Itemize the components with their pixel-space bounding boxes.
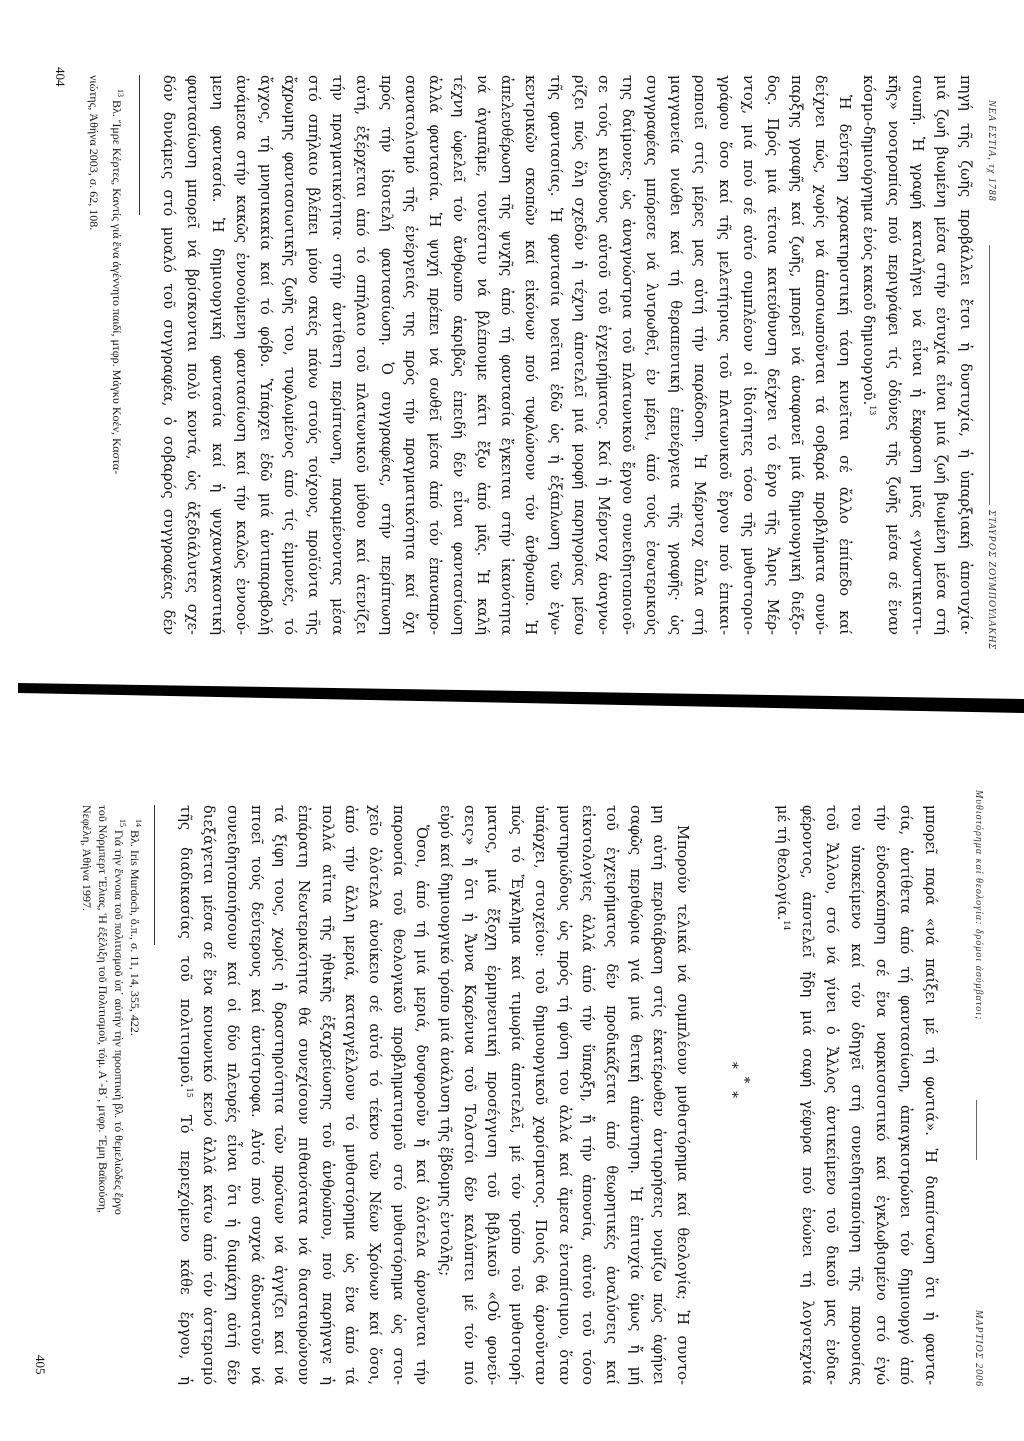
line-text: σεις» ἤ ὅτι ἡ Ἄννα Καρένινα τοῦ Τολστόι δέν καλύπτει μέ τόν πιό	[460, 805, 478, 1385]
text-line	[277, 75, 301, 635]
text-line	[325, 75, 349, 635]
text-line	[647, 805, 671, 1385]
text-line	[518, 75, 542, 635]
text-line	[599, 805, 623, 1385]
footnote-line	[95, 805, 111, 1215]
text-line	[197, 805, 221, 1385]
line-text: της δαίμονες· ὡς ἀναγνώστρια τοῦ πλατωνικοῦ ἔργου συνειδητοποιοῦ-	[619, 75, 637, 635]
line-text: δόν δυνάμεις στό μυαλό τοῦ συγγραφέα, ὁ σοβαρός συγγραφέας δέν	[160, 75, 178, 635]
line-text: Τό περιεχόμενο κάθε ἔργου, ἡ	[176, 1097, 194, 1385]
text-line	[819, 805, 844, 1385]
running-header-date: ΜΑΡΤΙΟΣ 2006	[973, 1310, 984, 1388]
line-text: Μπορούν τελικά νά συμπλέουν μυθιστόρημα καί θεολογία; Ἡ συντο-	[674, 825, 691, 1385]
running-header-title: Μυθιστόρημα καί θεολογία: δρόμοι ἀσύμβατοι;	[973, 790, 984, 1021]
text-line	[422, 75, 446, 635]
footnote-line	[111, 805, 127, 1215]
asterisk: *	[736, 1076, 752, 1084]
text-line	[470, 75, 494, 635]
line-text: αὐτή, ἐξέρχεται ἀπό τό σπήλαιο τοῦ πλατωνικοῦ μύθου καί ἀτενίζει	[353, 75, 371, 635]
footnote-text: νιώτης, Ἀθήνα 2003, σ. 62, 108.	[87, 75, 101, 231]
text-line	[794, 805, 819, 1385]
text-line	[567, 75, 591, 635]
line-text: ὑπάρχει, στοιχείου: τοῦ δημιουργικοῦ χαρίσματος. Ποιός θά ἀρνοῦνταν	[531, 805, 549, 1385]
line-text: ρίζει πώς ὅλη σχεδόν ἡ τέχνη ἀποτελεῖ μιά μορφή παρηγορίας μέσω	[570, 75, 588, 635]
line-text: χεῖο ὁλότελα ἀνοίκειο σέ αὐτό τό τέκνο τῶν Νέων Χρόνων καί ὅσοι,	[366, 805, 384, 1385]
footnote-reference[interactable]: 15	[184, 1087, 194, 1098]
line-text: εἰκοτολογίες ἀλλά ἀπό τήν ὕπαρξη, ἤ τήν ἀπουσία, αὐτοῦ τοῦ τόσο	[579, 805, 597, 1385]
line-text: Ἡ δεύτερη χαρακτηριστική τάση κινεῖται σέ ἄλλο ἐπίπεδο καί	[836, 95, 854, 635]
footnotes	[79, 805, 143, 1215]
line-text: μαγγανεία νιώθει καί τή θεραπευτική ἐπενέργεια τῆς γραφῆς· ὡς	[667, 75, 685, 635]
text-line	[687, 75, 711, 635]
text-line	[349, 75, 373, 635]
header-rule	[976, 1100, 977, 1160]
text-line	[623, 805, 647, 1385]
line-text: δος. Πρός μιά τέτοια κατεύθυνση δείχνει τό ἔργο τῆς Ἄιρις Μέρ-	[763, 75, 781, 635]
footnote-text: Βλ. Ἴμρε Κέρτες, Καντίς γιά ἕνα ἀγέννητο παιδί, μτφρ. Μάγκυ Κοέν, Καστα-	[110, 100, 124, 475]
footnote-line	[127, 805, 143, 1215]
line-text: του ὑποκείμενο καί τόν ὁδηγεῖ στή συνειδητοποίηση τῆς παρουσίας	[847, 805, 865, 1385]
text-line	[505, 805, 529, 1385]
footnote-rule	[154, 805, 155, 945]
line-text: μπορεῖ παρά «νά παίξει μέ τή φωτιά». Ἡ διαπίστωση ὅτι ἡ φαντα-	[922, 805, 939, 1385]
line-text: ἄγχος, τή μνησικακία καί τό φόβο. Ὑπάρχει ἐδῶ μιά ἀντιπαραβολή	[256, 75, 274, 635]
section-break-asterisks	[726, 770, 750, 1390]
text-line	[373, 75, 397, 635]
footnote-text: Γιά τήν ἔννοια τοῦ πολιτισμοῦ ὑπ᾽ αὐτήν τήν προοπτική βλ. τό θεμελιῶδες ἔργο	[112, 830, 126, 1215]
text-line	[457, 805, 481, 1385]
line-text: συγγραφέας μπόρεσε νά λυτρωθεῖ, ἐν μέρει, ἀπό τούς ἐσωτερικούς	[643, 75, 661, 635]
line-text: ἀλλά φαντασία. Ἡ ψυχή πρέπει νά σωθεῖ μέσα ἀπό τόν ἐπαναπρο-	[425, 75, 443, 635]
line-text: μέ τή θεολογία.	[773, 805, 791, 921]
text-line	[670, 805, 694, 1385]
page-405	[33, 770, 1000, 1390]
text-line	[180, 75, 204, 635]
page-number: 405	[33, 1355, 48, 1375]
line-text: κεντρικῶν σκοπῶν καί εἰκόνων πού τυφλώνουν τόν ἄνθρωπο. Ἡ	[522, 75, 540, 635]
footnote-line	[82, 75, 105, 474]
footnote-rule	[139, 75, 140, 215]
text-line	[760, 75, 784, 635]
line-text: Ὅσοι, ἀπό τή μιά μεριά, δυσφοροῦν ἤ καί ὁλότελα ἀρνοῦνται τήν	[413, 825, 431, 1385]
line-text: ροποιεῖ στίς μέρες μας αὐτή τήν παράδοση. Ἡ Μέρντοχ ὅπλα στή	[691, 75, 709, 635]
text-line	[552, 805, 576, 1385]
line-text: κόσμο-δημιούργημα ἑνός κακοῦ δημιουργοῦ.	[860, 75, 878, 406]
text-line	[481, 805, 505, 1385]
line-text: τήν ἐνδοσκόπηση σέ ἕνα ναρκισσιστικό καί ἐγκλωβισμένο στό ἐγώ	[872, 805, 890, 1385]
line-text: ματος, μιά ἔξοχη ἑρμηνευτική προσέγγιση τοῦ βιβλικοῦ «Οὐ φονεύ-	[484, 805, 502, 1385]
asterisk: *	[724, 1061, 740, 1069]
text-line	[205, 75, 229, 635]
line-text: ἐπάρατη Νεωτερικότητα θά συνεχίσουν πιθανότατα νά διασταυρώνουν	[295, 805, 312, 1385]
text-line	[494, 75, 518, 635]
text-line	[953, 75, 977, 635]
line-text: φέροντος, ἀποτελεῖ ἤδη μιά σαφή γέφυρα πού ἑνώνει τή λογοτεχνία	[798, 805, 816, 1385]
text-line	[220, 805, 244, 1385]
text-line	[339, 805, 363, 1385]
footnote-line	[105, 75, 128, 474]
header-rule	[989, 245, 990, 505]
text-line	[433, 805, 457, 1385]
asterisk: *	[724, 1091, 740, 1099]
body-text	[156, 75, 977, 635]
line-text: ἀπελευθέρωση τῆς ψυχῆς ἀπό τή φαντασία ἔγκειται στήν ἱκανότητα	[498, 75, 516, 635]
line-text: πρός τήν ἰδιοτελή φαντασίωση. Ὁ συγγραφέας, στήν περίπτωση	[377, 75, 395, 635]
line-text: εὐρύ καί δημιουργικό τρόπο μιά ἀνάλυση τῆς ἕβδομης ἐντολῆς;	[437, 805, 455, 1277]
line-text: κῆς» νοοτροπίας πού περιγράφει τίς ὀδύνες τῆς ζωῆς μέσα σέ ἕναν	[884, 75, 902, 635]
line-text: τά ξίφη τους, χωρίς ἡ δραστηριότητα τῶν πρώτων νά ἀγγίζει καί νά	[271, 805, 289, 1385]
text-line	[301, 75, 325, 635]
text-line	[398, 75, 422, 635]
line-text: τῆς διαδικασίας τοῦ πολιτισμοῦ.	[176, 805, 194, 1088]
footnote-line	[79, 805, 95, 1215]
text-line	[711, 75, 735, 635]
text-line	[315, 805, 339, 1385]
line-text: τέχνη ὠφελεῖ τόν ἄνθρωπο ἀκριβῶς ἐπειδή δέν εἶναι φαντασίωση	[450, 75, 468, 635]
footnote-number: 14	[134, 819, 143, 827]
text-line	[663, 75, 687, 635]
footnote-reference[interactable]: 13	[868, 405, 878, 416]
line-text: δείχνει πώς, χωρίς νά ἀποσιωποῦνται τά σοβαρά προβλήματα συνύ-	[812, 75, 830, 635]
line-text: ἄχρωμης φαντασιωτικῆς ζωῆς του, τυφλωμένος ἀπό τίς ἐμμονές, τό	[281, 75, 299, 635]
text-line	[808, 75, 832, 635]
line-text: ντοχ, μιά πού σέ αὐτό συμπλέουν οἱ ἰδιότητες τόσο τῆς μυθιστοριο-	[739, 75, 757, 635]
footnote-text: Βλ. Iris Murdoch, ὅ.π., σ. 11, 14, 355, 422.	[128, 830, 142, 1036]
page-404	[40, 55, 1000, 651]
footnote-text: τοῦ Νόρμπερτ Ἔλιας, Ἡ ἐξέλιξη τοῦ Πολιτισμοῦ, τόμ. Α΄-Β΄, μτφρ. Ἔμη Βαϊκούση,	[96, 805, 110, 1214]
text-line	[446, 75, 470, 635]
text-line	[880, 75, 904, 635]
text-line	[784, 75, 808, 635]
line-text: μιά ζωή βιωμένη μέσα στήν εὐτυχία εἶναι μιά ζωή βιωμένη μέσα στή	[932, 75, 950, 635]
line-text: τῆς φαντασίας. Ἡ φαντασία νοεῖται ἐδῶ ὡς ἡ ἐξάπλωση τῶν ἐγω-	[546, 75, 564, 635]
text-line	[917, 805, 942, 1385]
line-text: πολλά αἴτια τῆς ἠθικῆς ἐξαχρείωσης τοῦ ἀνθρώπου, πού παρήγαγε ἡ	[318, 805, 336, 1385]
line-text: ἀνάμεσα στήν κακῶς ἐννοούμενη φαντασίωση καί τήν καλῶς ἐννοού-	[232, 75, 250, 635]
footnote-number: 13	[116, 89, 125, 97]
line-text: παρξης γραφῆς καί ζωῆς, μπορεῖ νά ἀναφανεῖ μιά δημιουργική διέξο-	[788, 75, 806, 635]
line-text: σιωπή. Ἡ γραφή καταλήγει νά εἶναι ἡ ἔκφραση μιᾶς «γνωστικιστι-	[908, 75, 926, 635]
running-header-journal: ΝΕΑ ΕΣΤΙΑ, τχ 1788	[986, 100, 997, 202]
text-line	[156, 75, 180, 635]
text-line	[528, 805, 552, 1385]
footnotes	[82, 75, 128, 474]
body-text-section-end	[769, 805, 942, 1385]
text-line	[639, 75, 663, 635]
line-text: παρουσία τοῦ θεολογικοῦ προβληματισμοῦ στό μυθιστόρημα ὡς στοι-	[389, 805, 407, 1385]
line-text: σαφῶς περιθώρια γιά μιά θετική ἀπάντηση. Ἡ ἐπιτυχία ὅμως ἤ μή	[626, 805, 644, 1385]
line-text: διεξάγεται μέσα σέ ἕνα κοινωνικό κενό ἀλλά κάτω ἀπό τόν ἀστερισμό	[200, 805, 218, 1385]
line-text: τοῦ Ἄλλου, στό νά γίνει ὁ Ἄλλος ἀντικείμενο τοῦ δικοῦ μας ἐνδια-	[823, 805, 841, 1385]
text-line	[843, 805, 868, 1385]
text-line	[576, 805, 600, 1385]
text-line	[929, 75, 953, 635]
text-line	[542, 75, 566, 635]
line-text: πτοεῖ τούς δεύτερους καί ἀντίστροφα. Αὐτό πού συχνά ἀδυνατοῦν νά	[247, 805, 265, 1385]
text-line	[173, 805, 197, 1385]
text-line	[410, 805, 434, 1385]
line-text: τήν πραγματικότητα· στήν ἀντίθετη περίπτωση, παραμένοντας μέσα	[329, 75, 347, 635]
text-line	[291, 805, 315, 1385]
footnote-number: 15	[118, 819, 127, 827]
text-line	[905, 75, 929, 635]
footnote-reference[interactable]: 14	[781, 920, 791, 931]
body-text	[173, 805, 694, 1385]
line-text: ἀπό τήν ἄλλη μεριά, καταγγέλλουν τό μυθιστόρημα ὡς ἕνα ἀπό τά	[342, 805, 360, 1385]
text-line	[736, 75, 760, 635]
line-text: συνειδητοποιήσουν καί οἱ δύο πλευρές εἶναι ὅτι ἡ διαμάχη αὐτή δέν	[223, 805, 241, 1385]
line-text: γράφου ὅσο καί τῆς μελετήτριας τοῦ πλατωνικοῦ ἔργου πού ἐπικαι-	[715, 75, 733, 635]
running-header-author: ΣΤΑΥΡΟΣ ΖΟΥΜΠΟΥΛΑΚΗΣ	[986, 510, 997, 651]
line-text: μενη φαντασία. Ἡ δημιουργική φαντασία καί ἡ ψυχαναγκαστική	[208, 75, 226, 635]
page-number: 404	[53, 67, 68, 87]
text-line	[362, 805, 386, 1385]
line-text: φαντασίωση μπορεῖ νά βρίσκονται πολύ κοντά, ὡς ἀξεδιάλυτες σχε-	[184, 75, 202, 635]
asterisk-pair	[726, 770, 738, 1390]
line-text: μυστηριώδους ὡς πρός τή φύση του ἀλλά καί ἄμεσα ἐντοπίσιμου, ὅταν	[555, 805, 573, 1385]
line-text: πώς τό Ἔγκλημα καί τιμωρία ἀποτελεῖ, μέ τόν τρόπο τοῦ μυθιστορή-	[508, 805, 526, 1385]
text-line	[244, 805, 268, 1385]
footnote-text: Νεφέλη, Ἀθήνα 1997.	[80, 805, 94, 912]
line-text: στό σπήλαιο βλέπει μόνο σκιές πάνω στούς τοίχους, προϊόντα τῆς	[305, 75, 323, 635]
text-line	[591, 75, 615, 635]
line-text: πηγή τῆς ζωῆς προβάλλει ἔτσι ἡ δυστυχία, ἡ ὑπαρξιακή ἀποτυχία·	[957, 75, 974, 635]
text-line	[615, 75, 639, 635]
text-line	[769, 805, 794, 1385]
text-line	[856, 75, 880, 635]
text-line	[229, 75, 253, 635]
line-text: τοῦ ἐγχειρήματος δέν προδικάζεται ἀπό θεωρητικές ἀναλύσεις καί	[602, 805, 620, 1385]
text-line	[893, 805, 918, 1385]
text-line	[868, 805, 893, 1385]
text-line	[268, 805, 292, 1385]
line-text: σανατολισμό τῆς ἐνέργειάς της πρός τήν πραγματικότητα καί ὄχι	[401, 75, 419, 635]
text-line	[386, 805, 410, 1385]
text-line	[832, 75, 856, 635]
line-text: μη αὐτή περιδιάβαση στίς ἑκατέρωθεν ἀντιρρήσεις νομίζω πώς ἀφήνει	[650, 805, 668, 1385]
text-line	[253, 75, 277, 635]
line-text: νά ἀγαπᾶμε, τουτέστιν νά βλέπουμε κάτι ἔξω ἀπό μᾶς. Ἡ καλή	[474, 75, 492, 635]
line-text: σε τούς κινδύνους αὐτοῦ τοῦ ἐγχειρήματος. Καί ἡ Μέρντοχ ἀναγνω-	[594, 75, 612, 635]
line-text: σία, ἀντίθετα ἀπό τή φαντασίωση, ἀπαγκιστρώνει τόν δημιουργό ἀπό	[897, 805, 915, 1385]
